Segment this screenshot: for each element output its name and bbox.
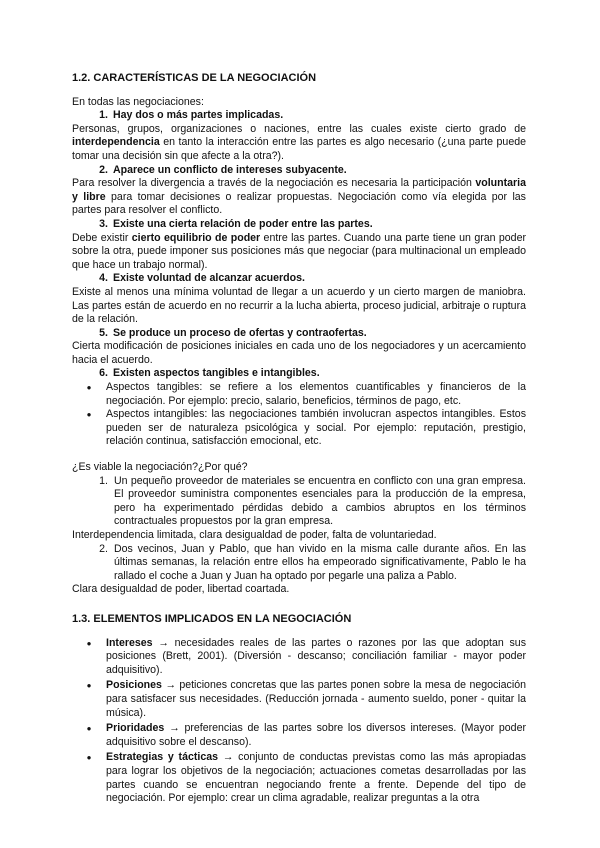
list-number: 6. — [99, 367, 108, 380]
list-item-title: Aparece un conflicto de intereses subyacente. — [113, 163, 347, 176]
bullet-icon: ● — [86, 753, 92, 763]
case-text: Dos vecinos, Juan y Pablo, que han vivido en la misma calle durante años. En las últimas semanas, la relación entre ellos ha empeorado significativamente, Pablo le ha rallado el coche a Juan y Juan ha optado por pegarle una paliza a Pablo. — [114, 542, 526, 582]
list-item-4 — [72, 272, 526, 286]
bullet-icon: ● — [86, 638, 92, 648]
description-text: Debe existir — [72, 231, 132, 244]
list-item-title: Hay dos o más partes implicadas. — [113, 109, 284, 122]
question-text: ¿Es viable la negociación?¿Por qué? — [72, 461, 248, 474]
list-item-1 — [72, 109, 526, 123]
description-text: entre las partes. Cuando una parte tiene un gran poder sobre la otra, puede imponer sus posiciones más que negociar (para multinacional un empleado que hace un trabajo normal). — [72, 231, 526, 271]
section-heading-1-3: 1.3. ELEMENTOS IMPLICADOS EN LA NEGOCIACIÓN — [72, 612, 352, 625]
list-item-title: Existen aspectos tangibles e intangibles. — [113, 367, 320, 380]
case-number: 1. — [99, 474, 108, 487]
list-item-description — [72, 232, 526, 273]
element-term: Intereses — [106, 636, 153, 649]
list-item-6 — [72, 367, 526, 381]
list-number: 2. — [99, 163, 108, 176]
description-emphasis: voluntaria y libre — [72, 177, 526, 203]
bullet-text: Aspectos tangibles: se refiere a los elementos cuantificables y financieros de la negociación. Por ejemplo: precio, salario, beneficios, términos de pago, etc. — [106, 381, 526, 407]
element-term: Prioridades — [106, 722, 165, 735]
element-text — [106, 722, 526, 749]
characteristics-list — [72, 109, 526, 367]
list-item-3 — [72, 218, 526, 232]
section-heading-1-2: 1.2. CARACTERÍSTICAS DE LA NEGOCIACIÓN — [72, 72, 317, 84]
list-item-title: Existe voluntad de alcanzar acuerdos. — [113, 272, 305, 285]
intro-text: En todas las negociaciones: — [72, 95, 204, 108]
list-item-description — [72, 123, 526, 164]
element-item — [72, 637, 526, 678]
description-text: Cierta modificación de posiciones iniciales en cada uno de los negociadores y un acercamiento hacia el acuerdo. — [72, 340, 526, 366]
case-number: 2. — [99, 542, 108, 555]
bullet-text: Aspectos intangibles: las negociaciones también involucran aspectos intangibles. Estos pueden ser de naturaleza psicológica y social. Por ejemplo: reputación, prestigio, relación continua, satisfacción emocional, etc. — [106, 408, 526, 448]
list-item-2 — [72, 164, 526, 178]
bullet-icon: ● — [86, 410, 92, 420]
description-text: para tomar decisiones o realizar propuestas. Negociación como vía elegida por las partes para resolver el conflicto. — [72, 190, 526, 217]
bullet-icon: ● — [86, 383, 92, 393]
list-item-description — [72, 177, 526, 218]
element-term: Posiciones — [106, 679, 162, 692]
list-number: 3. — [99, 217, 108, 230]
case-item — [72, 543, 526, 584]
element-description: → preferencias de las partes sobre los diversos intereses. (Mayor poder adquisitivo sobre el descanso). — [106, 722, 526, 748]
case-item — [72, 475, 526, 529]
element-text — [106, 751, 526, 805]
list-number: 4. — [99, 272, 108, 285]
elements-list — [72, 637, 526, 806]
bullet-icon: ● — [86, 724, 92, 734]
bullet-item — [72, 381, 526, 408]
list-number: 1. — [99, 109, 108, 122]
list-item-title: Existe una cierta relación de poder entre las partes. — [113, 217, 373, 230]
element-text — [106, 679, 526, 720]
list-item-title: Se produce un proceso de ofertas y contraofertas. — [113, 326, 367, 339]
bullet-icon: ● — [86, 681, 92, 691]
description-text: en tanto la interacción entre las partes es algo necesario (¿una parte puede tomar una decisión sin que afecte a la otra?). — [72, 136, 526, 162]
element-description: → peticiones concretas que las partes ponen sobre la mesa de negociación para satisfacer sus necesidades. (Reducción jornada - aumento sueldo, poner - quitar la música). — [106, 679, 526, 719]
description-emphasis: interdependencia — [72, 136, 160, 149]
element-description: → necesidades reales de las partes o razones por las que adoptan sus posiciones (Brett, 2001). (Diversión - descanso; conciliación familiar - mayor poder adquisitivo). — [106, 636, 526, 676]
element-item — [72, 751, 526, 805]
cases-list — [72, 475, 526, 597]
description-text: Existe al menos una mínima voluntad de llegar a un acuerdo y un cierto margen de maniobra. Las partes están de acuerdo en no recurrir a la lucha abierta, proceso judicial, arbitraje o ruptura de la relación. — [72, 285, 526, 326]
description-emphasis: cierto equilibrio de poder — [131, 231, 261, 244]
element-text — [106, 637, 526, 678]
list-item-5 — [72, 327, 526, 341]
description-text: Para resolver la divergencia a través de la negociación es necesaria la participación — [72, 177, 476, 190]
document-content — [72, 72, 526, 808]
description-text: Personas, grupos, organizaciones o naciones, entre las cuales existe cierto grado de — [72, 122, 526, 135]
list-item-description — [72, 286, 526, 327]
case-answer: Interdependencia limitada, clara desigualdad de poder, falta de voluntariedad. — [72, 529, 437, 541]
bullet-item — [72, 408, 526, 449]
element-item — [72, 679, 526, 720]
element-item — [72, 722, 526, 749]
case-answer: Clara desigualdad de poder, libertad coartada. — [72, 583, 290, 596]
element-description: → conjunto de conductas previstas como las más apropiadas para lograr los objetivos de la negociación; actuaciones cometas desarrolladas por las partes cuando se encuentran negociando frente a frente. Depende del tipo de negociación. Por ejemplo: crear un clima agradable, realizar preguntas a la otra — [106, 751, 527, 805]
list-item-description — [72, 340, 526, 367]
case-text: Un pequeño proveedor de materiales se encuentra en conflicto con una gran empresa. El proveedor suministra componentes esenciales para la producción de la empresa, pero ha experimentado pérdidas debido a cambios abruptos en los términos contractuales propuestos por la gran empresa. — [114, 474, 526, 528]
list-number: 5. — [99, 326, 108, 339]
element-term: Estrategias y tácticas — [106, 751, 219, 764]
tangible-intangible-list — [72, 381, 526, 449]
